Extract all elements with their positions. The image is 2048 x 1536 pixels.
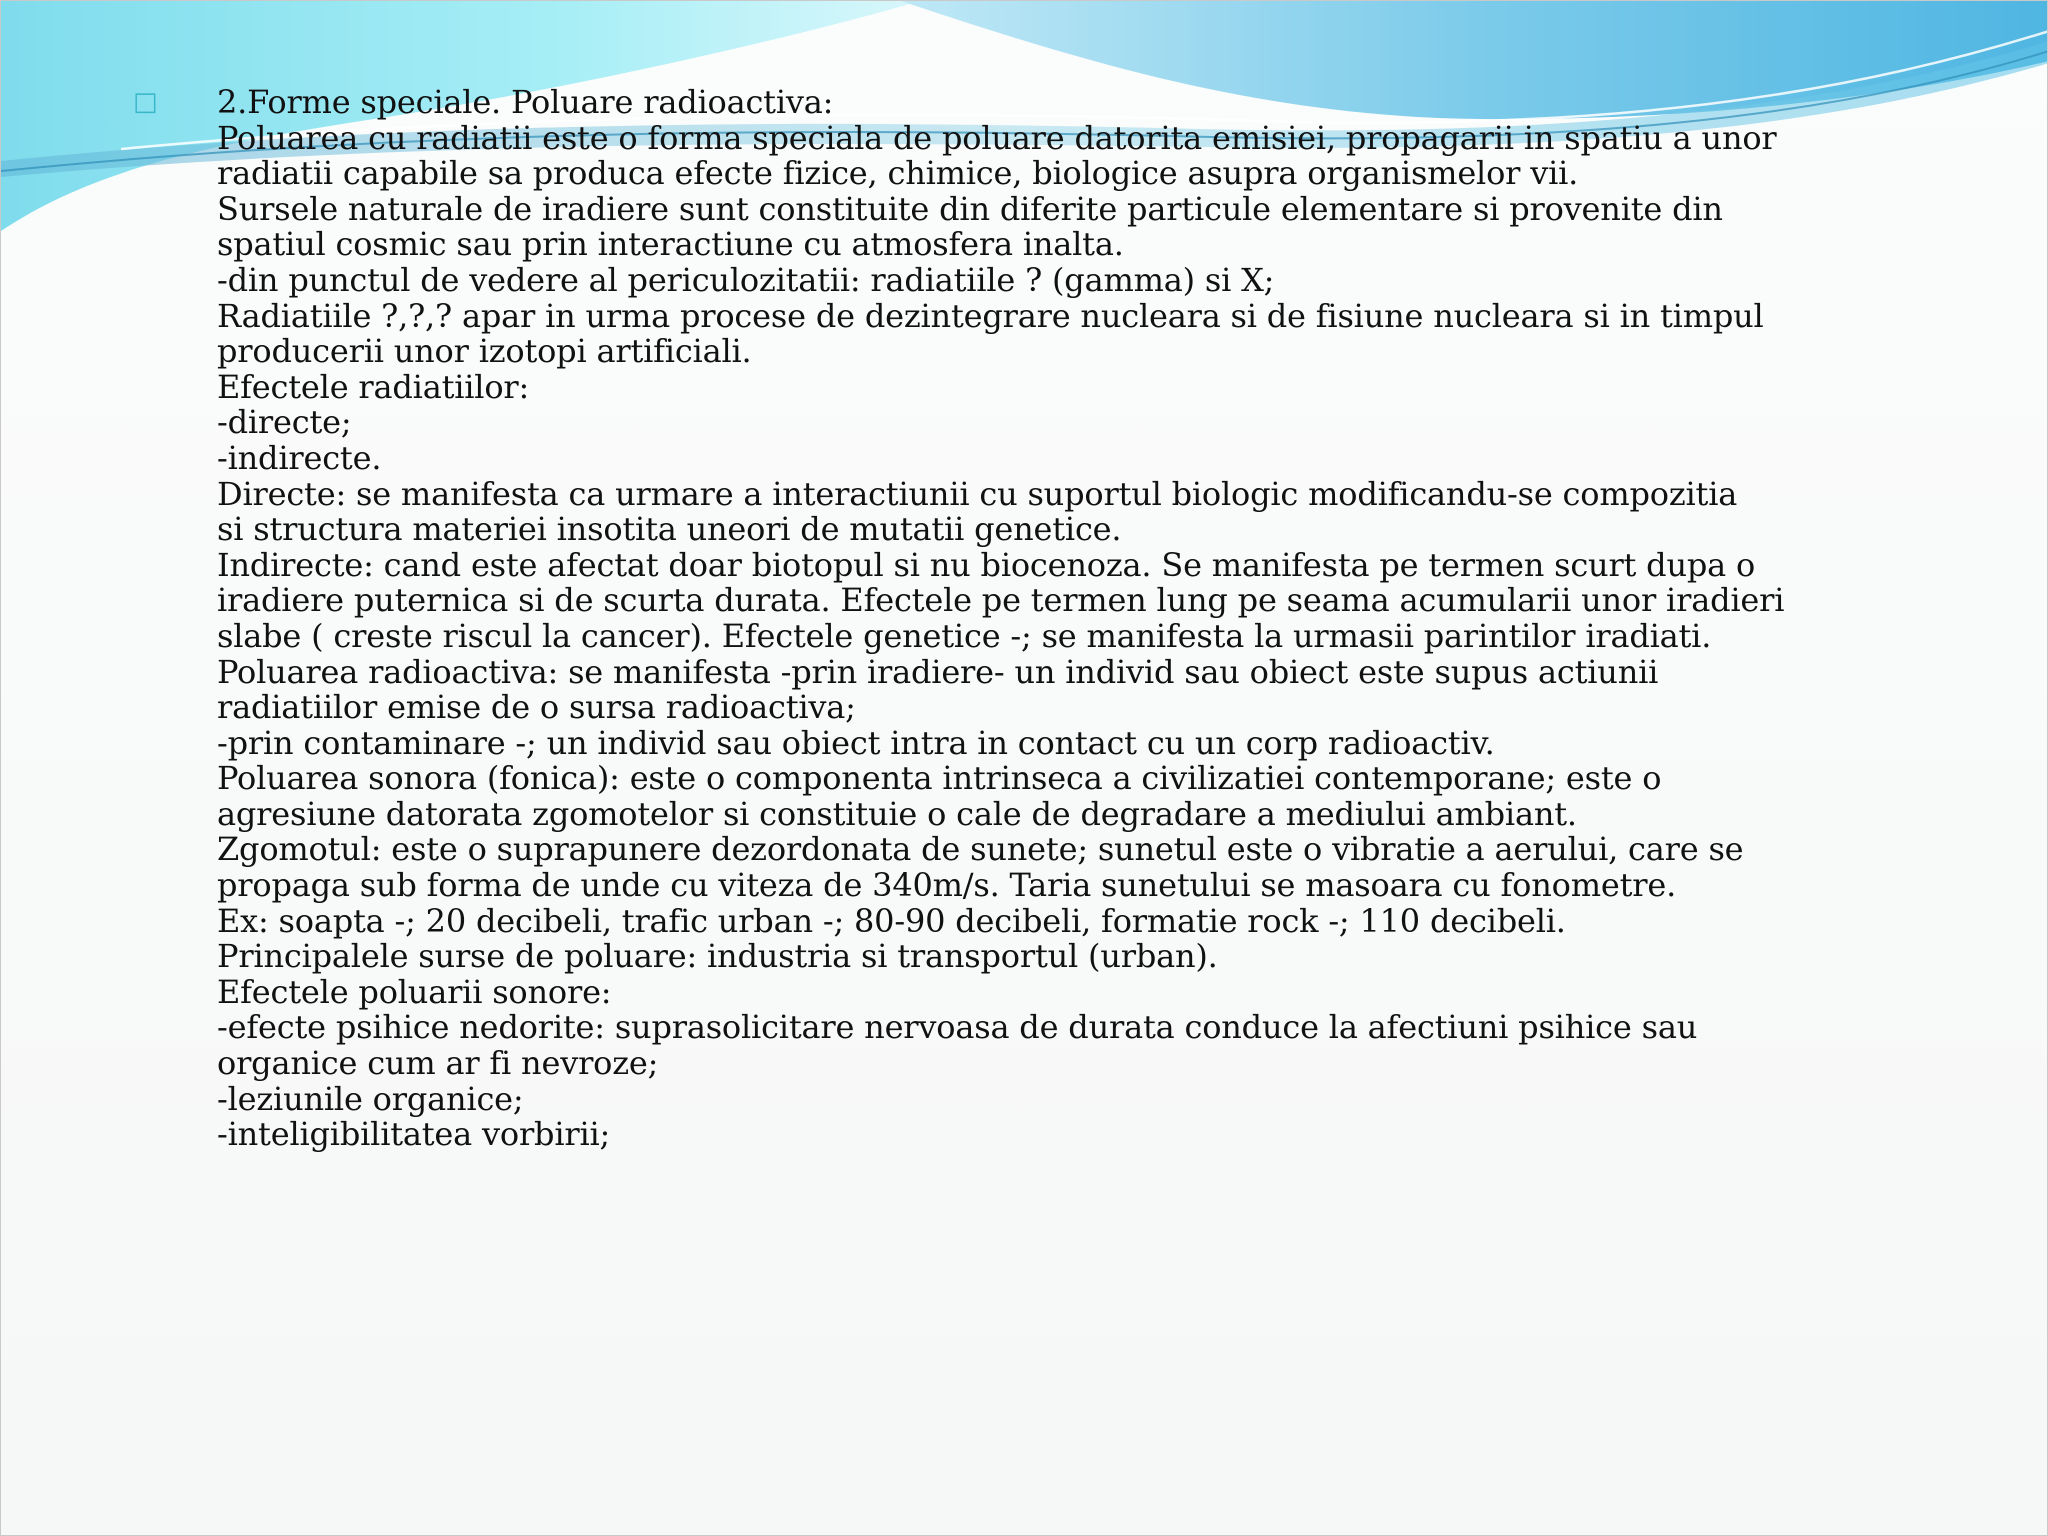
text-line: Poluarea radioactiva: se manifesta -prin iradiere- un individ sau obiect este supus actiunii — [217, 652, 1659, 691]
text-line: si structura materiei insotita uneori de mutatii genetice. — [217, 510, 1122, 549]
text-line: Efectele radiatiilor: — [217, 367, 530, 406]
text-line: Sursele naturale de iradiere sunt constituite din diferite particule elementare si provenite din — [217, 189, 1723, 228]
text-line: Directe: se manifesta ca urmare a interactiunii cu suportul biologic modificandu-se compozitia — [217, 474, 1738, 513]
text-line: -inteligibilitatea vorbirii; — [217, 1115, 611, 1154]
text-line: radiatii capabile sa produca efecte fizice, chimice, biologice asupra organismelor vii. — [217, 154, 1579, 193]
slide-body-text — [217, 83, 1785, 1154]
text-line: Poluarea cu radiatii este o forma speciala de poluare datorita emisiei, propagarii in spatiu a unor — [217, 118, 1777, 157]
text-line: Principalele surse de poluare: industria si transportul (urban). — [217, 937, 1218, 976]
text-line: propaga sub forma de unde cu viteza de 340m/s. Taria sunetului se masoara cu fonometre. — [217, 866, 1677, 905]
text-line: agresiune datorata zgomotelor si constituie o cale de degradare a mediului ambiant. — [217, 794, 1577, 833]
text-line: Indirecte: cand este afectat doar biotopul si nu biocenoza. Se manifesta pe termen scurt dupa o — [217, 545, 1756, 584]
text-line: slabe ( creste riscul la cancer). Efectele genetice -; se manifesta la urmasii parintilor iradiati. — [217, 616, 1712, 655]
text-line: organice cum ar fi nevroze; — [217, 1044, 659, 1083]
text-line: iradiere puternica si de scurta durata. Efectele pe termen lung pe seama acumularii unor iradieri — [217, 581, 1785, 620]
text-line: spatiul cosmic sau prin interactiune cu atmosfera inalta. — [217, 225, 1124, 264]
text-line: Efectele poluarii sonore: — [217, 972, 612, 1011]
text-line: Poluarea sonora (fonica): este o componenta intrinseca a civilizatiei contemporane; este o — [217, 759, 1662, 798]
text-line: -efecte psihice nedorite: suprasolicitare nervoasa de durata conduce la afectiuni psihice sau — [217, 1008, 1698, 1047]
text-line: Radiatiile ?,?,? apar in urma procese de dezintegrare nucleara si de fisiune nucleara si in timpul — [217, 296, 1764, 335]
text-line: producerii unor izotopi artificiali. — [217, 332, 752, 371]
text-line: radiatiilor emise de o sursa radioactiva; — [217, 688, 856, 727]
text-line: Ex: soapta -; 20 decibeli, trafic urban -; 80-90 decibeli, formatie rock -; 110 decibeli. — [217, 901, 1566, 940]
text-line: Zgomotul: este o suprapunere dezordonata de sunete; sunetul este o vibratie a aerului, care se — [217, 830, 1744, 869]
text-line: -din punctul de vedere al periculozitatii: radiatiile ? (gamma) si X; — [217, 260, 1275, 299]
text-line: -directe; — [217, 403, 352, 442]
text-line: 2.Forme speciale. Poluare radioactiva: — [217, 83, 834, 121]
text-line: -leziunile organice; — [217, 1079, 524, 1118]
text-line: -indirecte. — [217, 438, 382, 477]
text-line: -prin contaminare -; un individ sau obiect intra in contact cu un corp radioactiv. — [217, 723, 1495, 762]
bullet-icon: □ — [133, 87, 158, 117]
